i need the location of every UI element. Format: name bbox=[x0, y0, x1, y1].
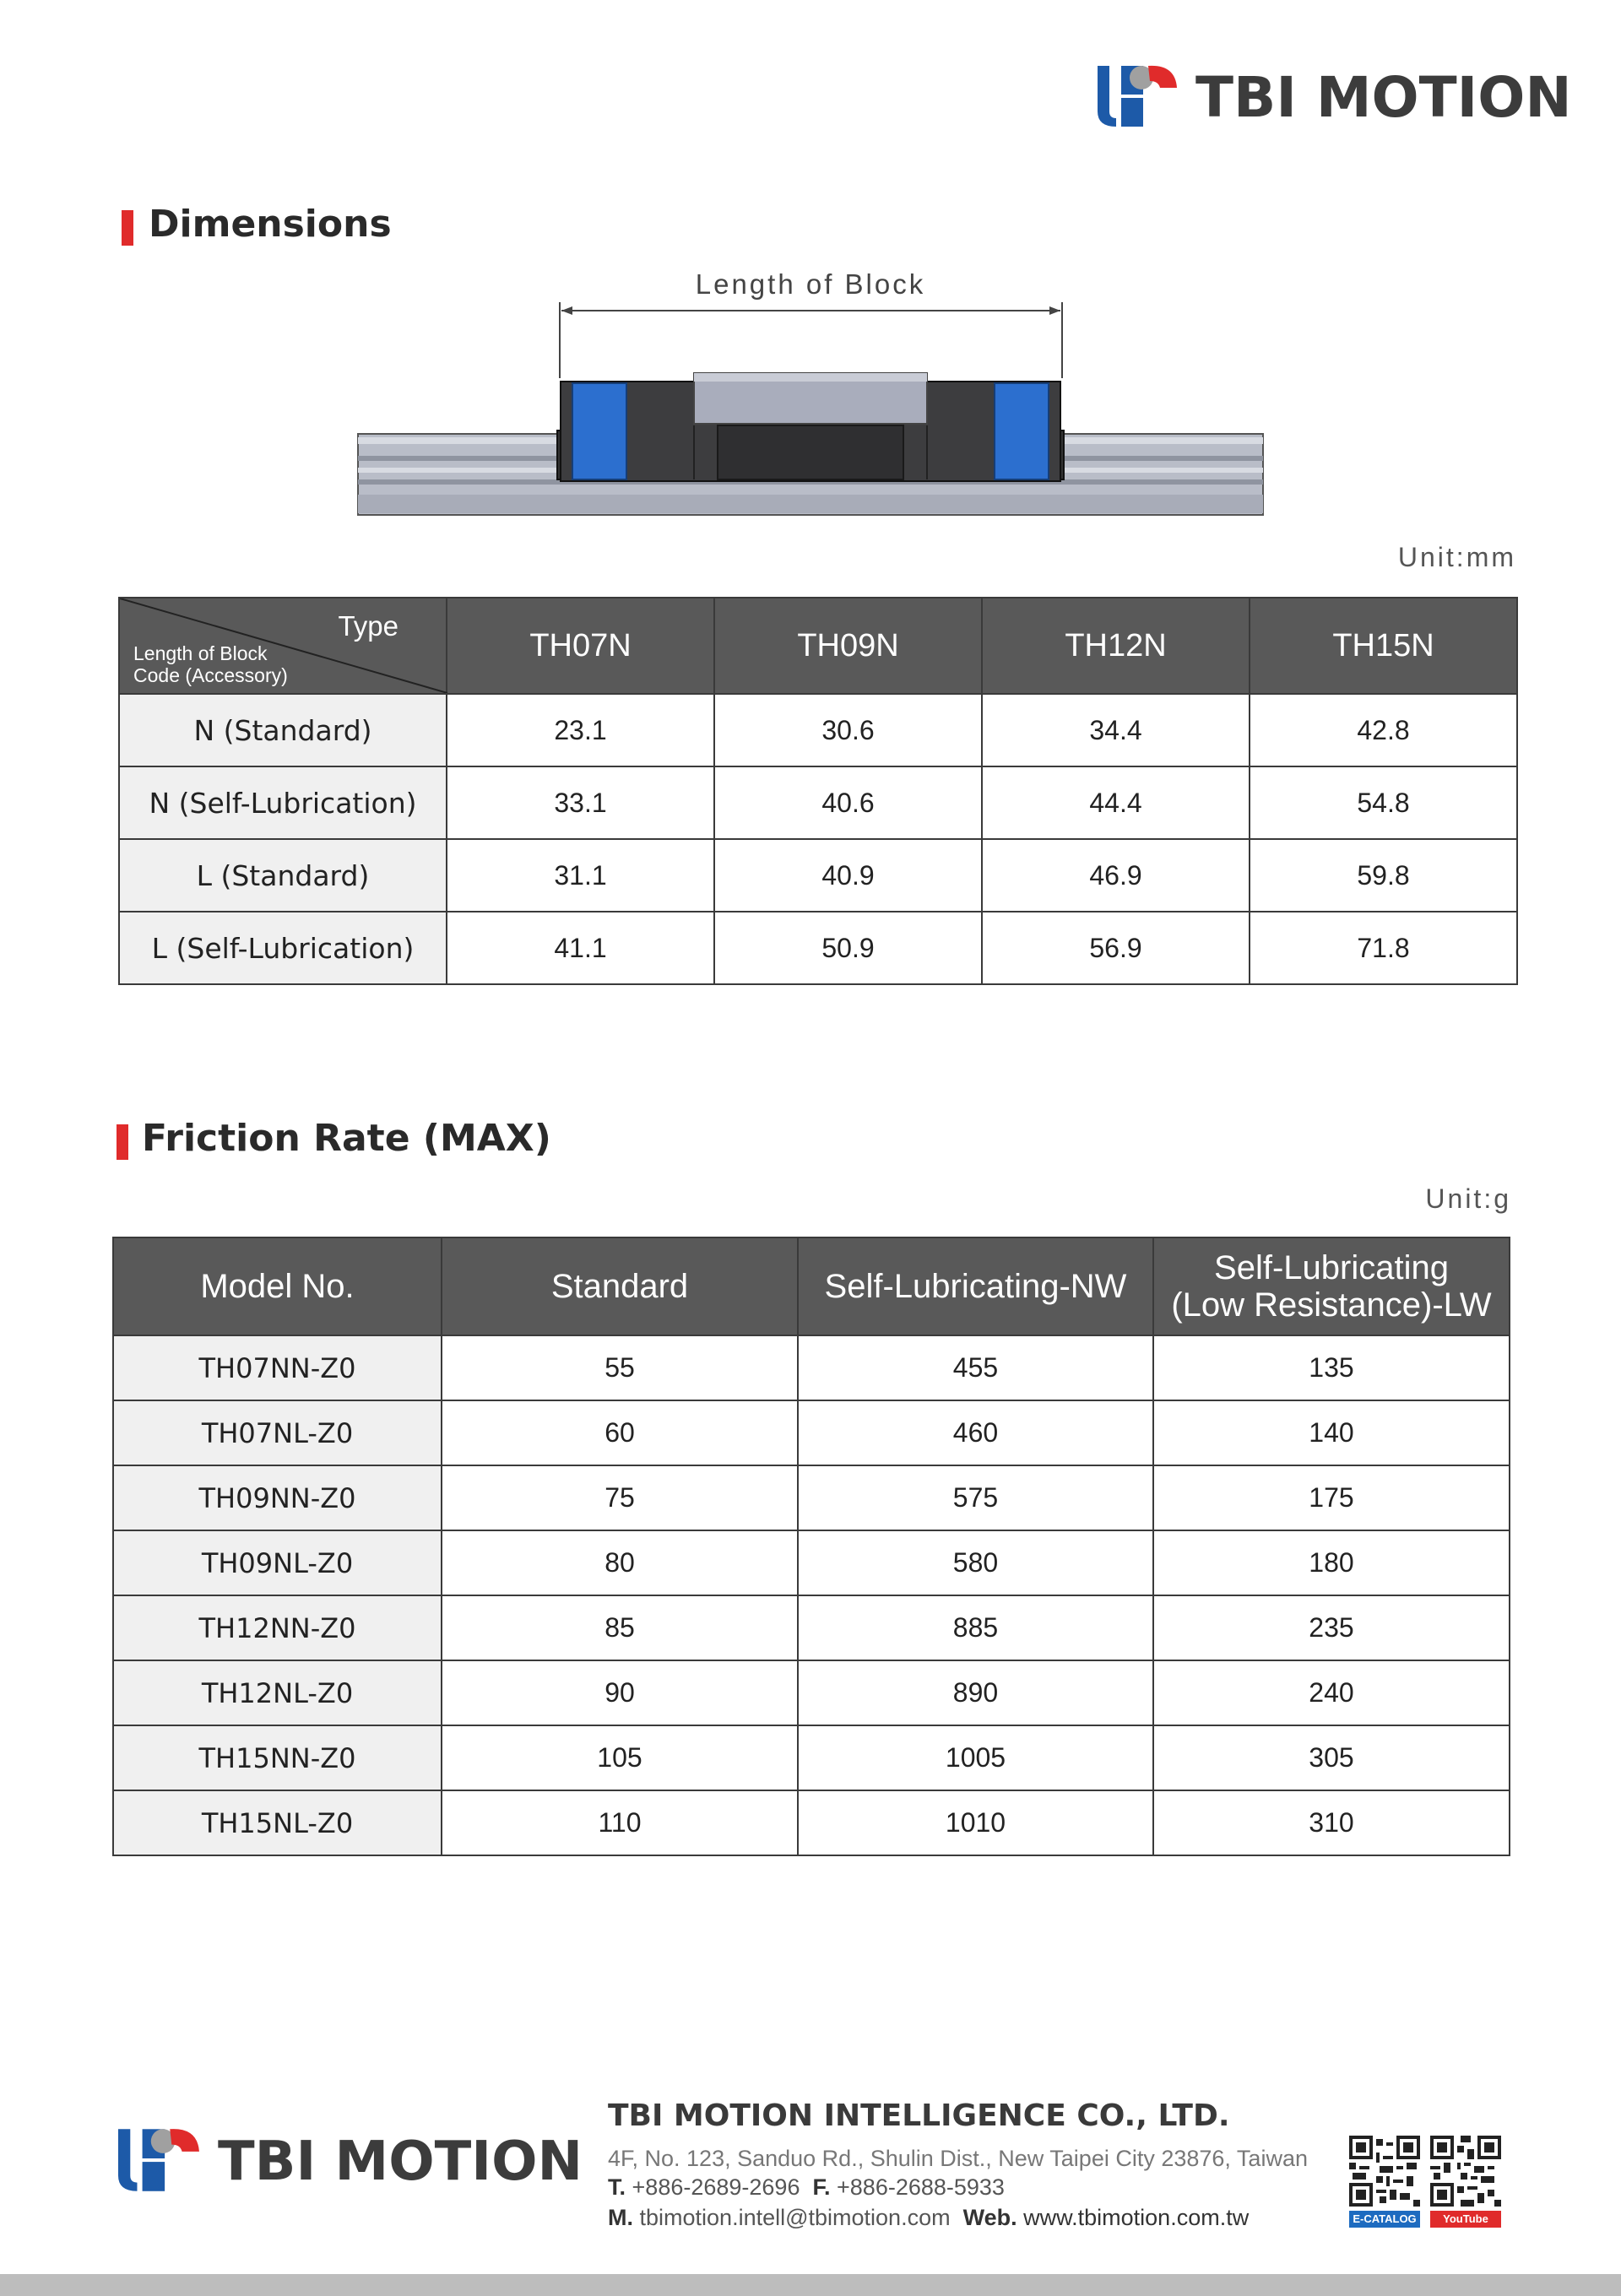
table-row bbox=[119, 766, 1517, 839]
table-row bbox=[113, 1335, 1510, 1400]
friction-col-header: Standard bbox=[442, 1237, 798, 1335]
qr-ecatalog[interactable] bbox=[1349, 2136, 1420, 2228]
dimensions-title: Dimensions bbox=[149, 203, 392, 246]
model-cell: TH07NL-Z0 bbox=[113, 1400, 442, 1465]
diagram-length-label: Length of Block bbox=[695, 268, 926, 300]
qr-code-icon bbox=[1349, 2136, 1420, 2207]
table-cell: 455 bbox=[798, 1335, 1153, 1400]
table-cell: 40.6 bbox=[714, 766, 982, 839]
brand-logo-icon bbox=[1098, 62, 1179, 127]
qr-ecatalog-label: E-CATALOG bbox=[1349, 2211, 1420, 2228]
table-cell: 175 bbox=[1153, 1465, 1510, 1530]
table-cell: 54.8 bbox=[1250, 766, 1517, 839]
table-cell: 580 bbox=[798, 1530, 1153, 1595]
table-cell: 75 bbox=[442, 1465, 798, 1530]
row-label: N (Standard) bbox=[119, 694, 447, 766]
friction-unit: Unit:g bbox=[1425, 1183, 1511, 1214]
model-cell: TH09NL-Z0 bbox=[113, 1530, 442, 1595]
brand-logo-icon bbox=[118, 2125, 201, 2191]
table-row bbox=[113, 1465, 1510, 1530]
table-cell: 56.9 bbox=[982, 912, 1250, 984]
dimensions-col-header: TH09N bbox=[714, 598, 982, 694]
table-cell: 575 bbox=[798, 1465, 1153, 1530]
table-cell: 310 bbox=[1153, 1790, 1510, 1855]
corner-left-line-2: Code (Accessory) bbox=[133, 664, 288, 686]
table-cell: 885 bbox=[798, 1595, 1153, 1660]
friction-title: Friction Rate (MAX) bbox=[142, 1117, 551, 1160]
footer-strip bbox=[0, 2274, 1621, 2296]
table-cell: 235 bbox=[1153, 1595, 1510, 1660]
table-cell: 135 bbox=[1153, 1335, 1510, 1400]
fax-value: +886-2688-5933 bbox=[837, 2174, 1005, 2200]
friction-col-header: Self-Lubricating-NW bbox=[798, 1237, 1153, 1335]
table-row bbox=[113, 1400, 1510, 1465]
dimensions-col-header: TH15N bbox=[1250, 598, 1517, 694]
footer-phone-line bbox=[608, 2174, 1005, 2201]
table-cell: 30.6 bbox=[714, 694, 982, 766]
model-cell: TH12NN-Z0 bbox=[113, 1595, 442, 1660]
footer-brand-name: TBI MOTION bbox=[218, 2131, 583, 2193]
header-brand-name: TBI MOTION bbox=[1195, 65, 1572, 130]
table-cell: 55 bbox=[442, 1335, 798, 1400]
block-diagram bbox=[355, 268, 1266, 522]
footer-company-name: TBI MOTION INTELLIGENCE CO., LTD. bbox=[608, 2098, 1230, 2133]
table-row bbox=[113, 1790, 1510, 1855]
table-cell: 890 bbox=[798, 1660, 1153, 1725]
friction-col-header-line-1: Self-Lubricating bbox=[1214, 1249, 1449, 1286]
row-label: N (Self-Lubrication) bbox=[119, 766, 447, 839]
table-cell: 1005 bbox=[798, 1725, 1153, 1790]
table-cell: 33.1 bbox=[447, 766, 714, 839]
row-label: L (Self-Lubrication) bbox=[119, 912, 447, 984]
row-label: L (Standard) bbox=[119, 839, 447, 912]
tel-label: T. bbox=[608, 2174, 626, 2200]
table-cell: 34.4 bbox=[982, 694, 1250, 766]
table-cell: 180 bbox=[1153, 1530, 1510, 1595]
web-link[interactable]: www.tbimotion.com.tw bbox=[1023, 2205, 1250, 2230]
table-cell: 305 bbox=[1153, 1725, 1510, 1790]
table-row bbox=[119, 912, 1517, 984]
table-cell: 60 bbox=[442, 1400, 798, 1465]
dimensions-table bbox=[118, 597, 1518, 985]
corner-type-label: Type bbox=[338, 610, 398, 642]
qr-youtube-label: YouTube bbox=[1430, 2211, 1501, 2228]
friction-table bbox=[112, 1237, 1510, 1856]
model-cell: TH12NL-Z0 bbox=[113, 1660, 442, 1725]
friction-col-header: Model No. bbox=[113, 1237, 442, 1335]
table-cell: 240 bbox=[1153, 1660, 1510, 1725]
corner-left-label bbox=[133, 642, 288, 686]
model-cell: TH15NN-Z0 bbox=[113, 1725, 442, 1790]
table-row bbox=[113, 1530, 1510, 1595]
dimensions-unit: Unit:mm bbox=[1397, 542, 1516, 572]
table-cell: 41.1 bbox=[447, 912, 714, 984]
table-row bbox=[119, 694, 1517, 766]
table-cell: 80 bbox=[442, 1530, 798, 1595]
dimensions-col-header: TH07N bbox=[447, 598, 714, 694]
table-cell: 44.4 bbox=[982, 766, 1250, 839]
table-cell: 31.1 bbox=[447, 839, 714, 912]
friction-title-marker bbox=[117, 1124, 128, 1160]
fax-label: F. bbox=[812, 2174, 831, 2200]
table-cell: 46.9 bbox=[982, 839, 1250, 912]
table-cell: 110 bbox=[442, 1790, 798, 1855]
web-label: Web. bbox=[962, 2205, 1017, 2230]
friction-col-header bbox=[1153, 1237, 1510, 1335]
table-cell: 71.8 bbox=[1250, 912, 1517, 984]
dimensions-title-marker bbox=[122, 210, 133, 246]
model-cell: TH15NL-Z0 bbox=[113, 1790, 442, 1855]
model-cell: TH07NN-Z0 bbox=[113, 1335, 442, 1400]
table-cell: 23.1 bbox=[447, 694, 714, 766]
friction-col-header-line-2: (Low Resistance)-LW bbox=[1171, 1286, 1492, 1324]
table-cell: 85 bbox=[442, 1595, 798, 1660]
table-cell: 50.9 bbox=[714, 912, 982, 984]
friction-header-row bbox=[113, 1237, 1510, 1335]
table-row bbox=[113, 1595, 1510, 1660]
table-row bbox=[113, 1725, 1510, 1790]
mail-label: M. bbox=[608, 2205, 633, 2230]
qr-code-icon bbox=[1430, 2136, 1501, 2207]
table-cell: 460 bbox=[798, 1400, 1153, 1465]
footer-address: 4F, No. 123, Sanduo Rd., Shulin Dist., New Taipei City 23876, Taiwan bbox=[608, 2146, 1308, 2171]
table-row bbox=[113, 1660, 1510, 1725]
table-cell: 90 bbox=[442, 1660, 798, 1725]
model-cell: TH09NN-Z0 bbox=[113, 1465, 442, 1530]
table-cell: 140 bbox=[1153, 1400, 1510, 1465]
dimensions-col-header: TH12N bbox=[982, 598, 1250, 694]
dimensions-header-row bbox=[119, 598, 1517, 694]
table-cell: 105 bbox=[442, 1725, 798, 1790]
tel-value: +886-2689-2696 bbox=[632, 2174, 800, 2200]
mail-value[interactable]: tbimotion.intell@tbimotion.com bbox=[639, 2205, 951, 2230]
qr-youtube[interactable] bbox=[1430, 2136, 1501, 2228]
table-cell: 42.8 bbox=[1250, 694, 1517, 766]
corner-left-line-1: Length of Block bbox=[133, 642, 268, 664]
footer-contact-line bbox=[608, 2205, 1249, 2231]
linear-guide-drawing bbox=[355, 268, 1266, 522]
table-cell: 1010 bbox=[798, 1790, 1153, 1855]
table-cell: 59.8 bbox=[1250, 839, 1517, 912]
table-row bbox=[119, 839, 1517, 912]
table-cell: 40.9 bbox=[714, 839, 982, 912]
dimensions-corner-cell bbox=[119, 598, 447, 694]
